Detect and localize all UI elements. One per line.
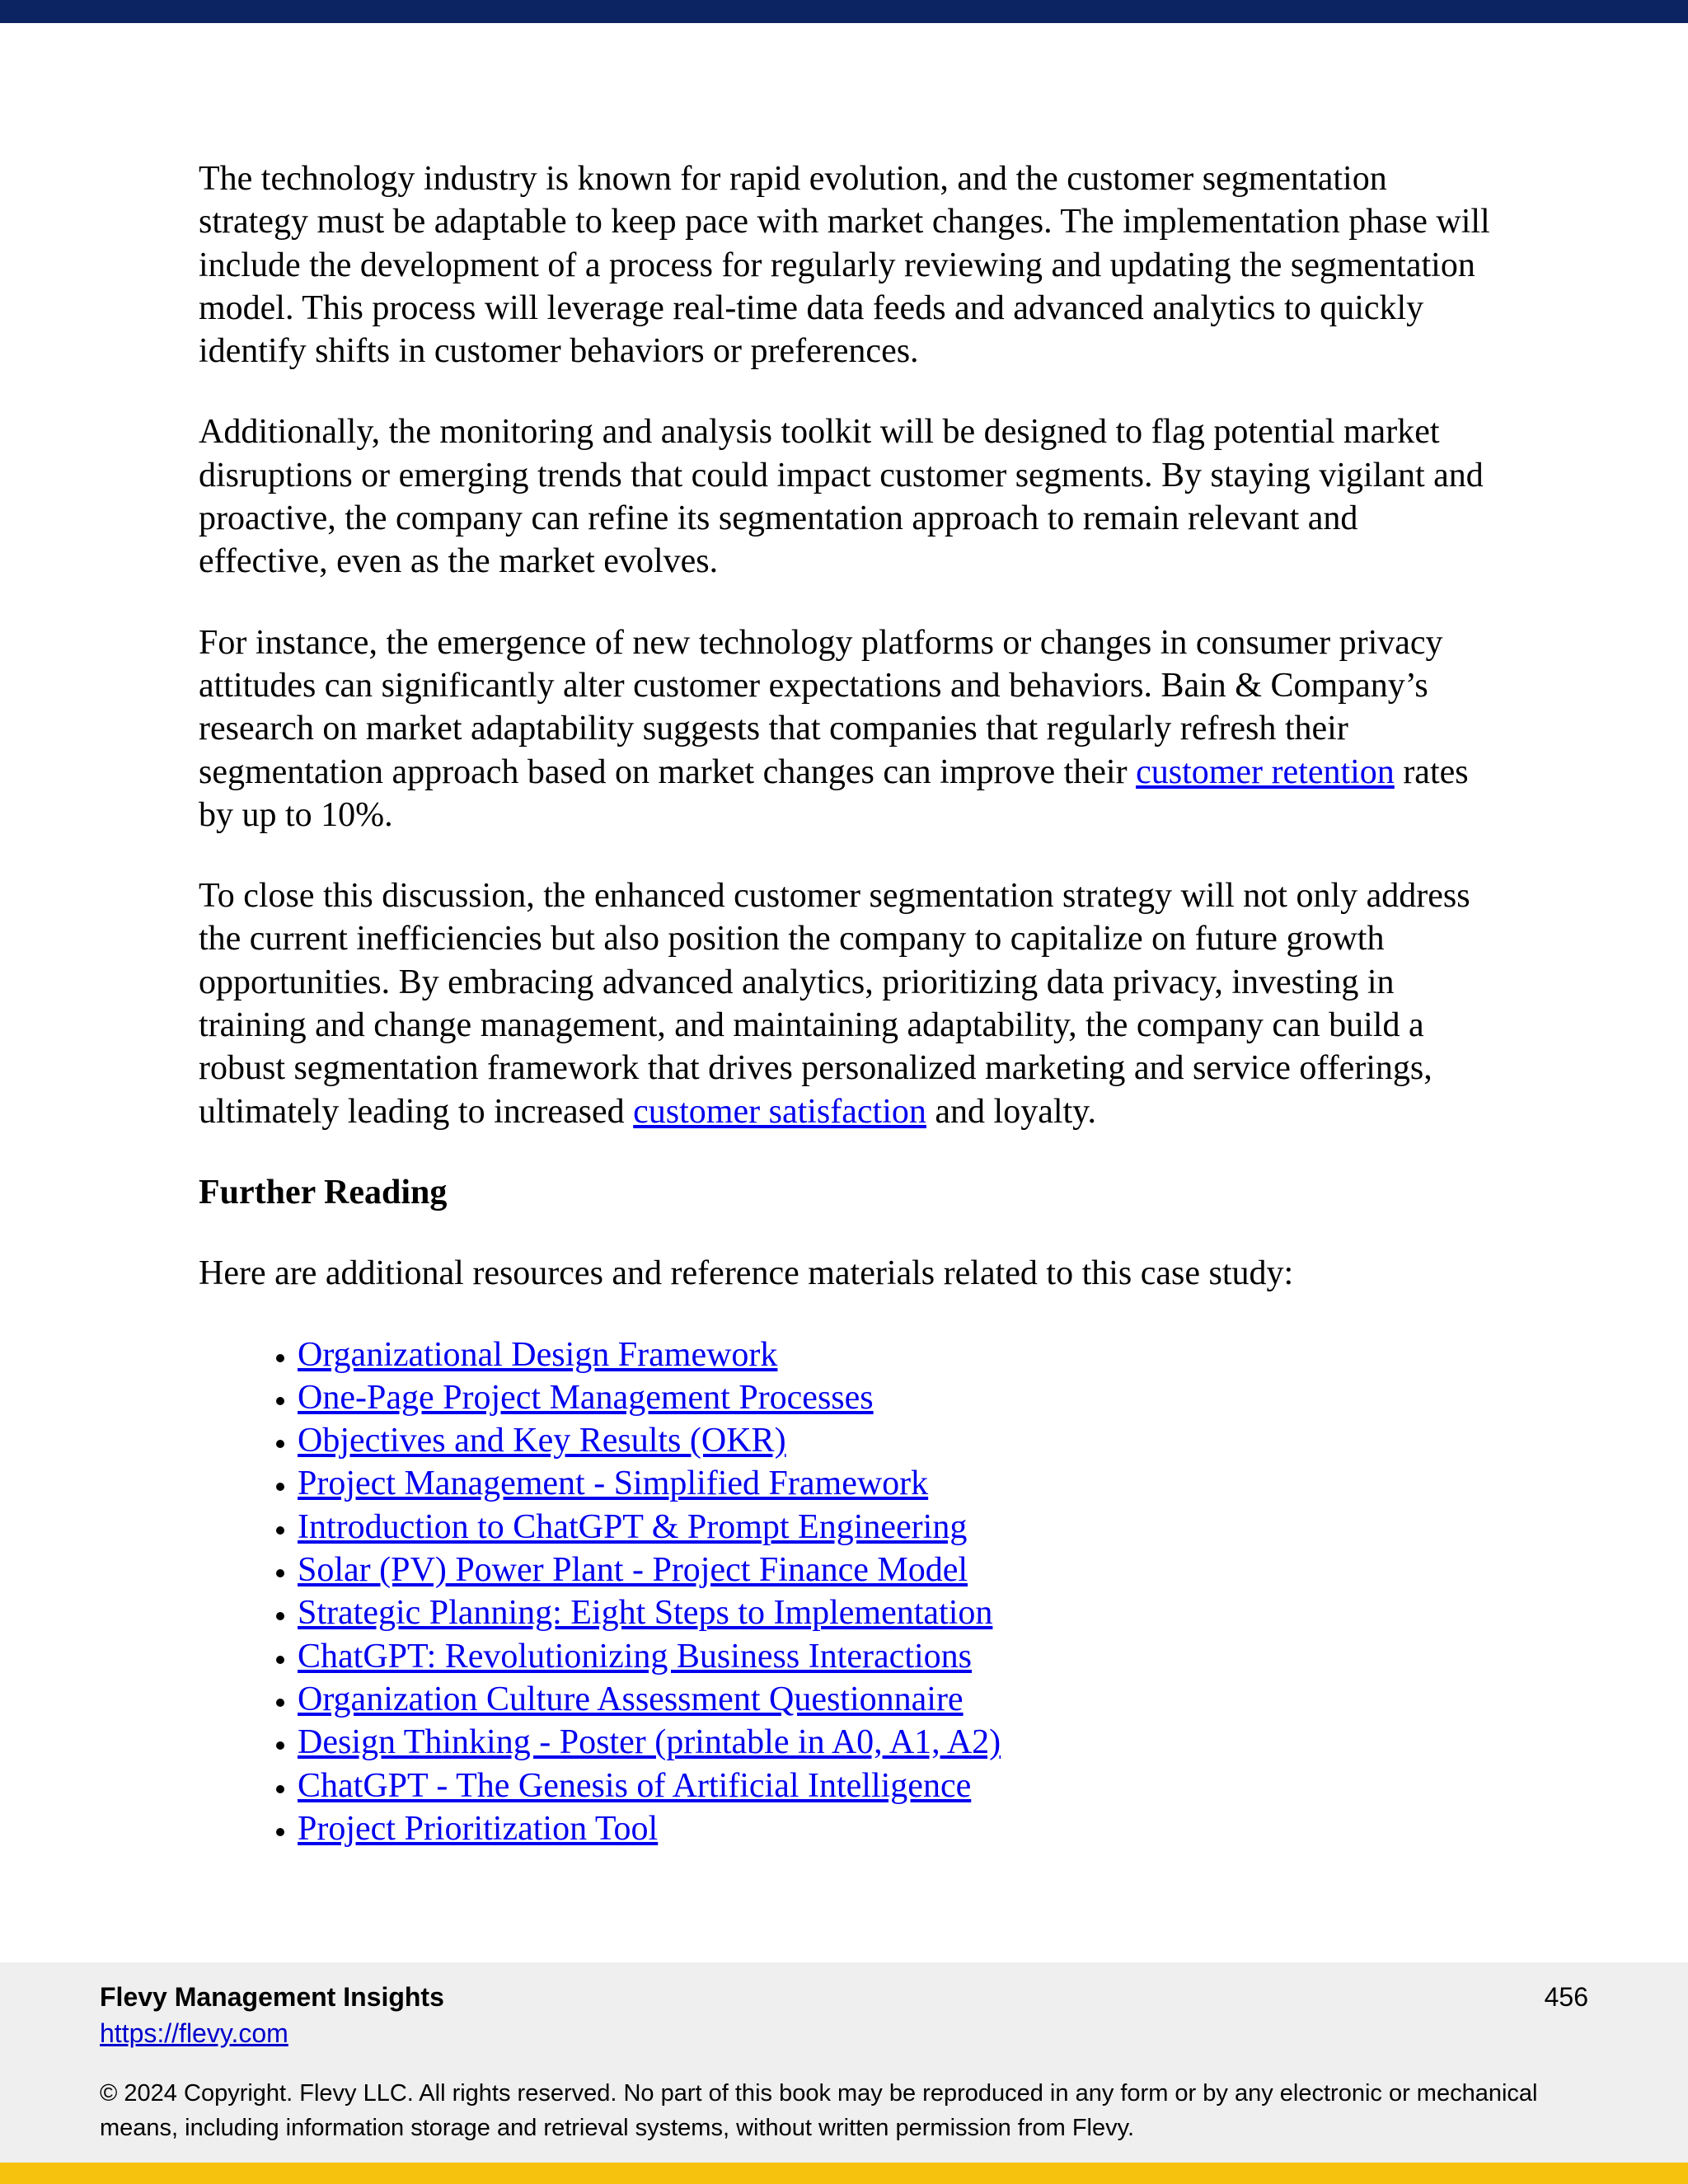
list-item [298,1635,1493,1678]
further-reading-intro: Here are additional resources and reference materials related to this case study: [199,1254,1294,1293]
footer-url-link[interactable]: https://flevy.com [100,2018,288,2048]
paragraph-text: For instance, the emergence of new technology platforms or changes in consumer privacy attitudes can significantly alter customer expectations and behaviors. Bain & Company’s research on market adaptability suggests that companies that regularly refresh their segmentation approach based on market changes can improve their [199,623,1443,791]
customer-retention-link[interactable]: customer retention [1136,752,1395,791]
paragraph-text: rates by up to 10%. [199,752,1469,834]
further-reading-list [199,1333,1493,1851]
page-number: 456 [1544,1982,1588,2012]
reading-link[interactable]: ChatGPT: Revolutionizing Business Interactions [298,1637,972,1675]
copyright-notice: © 2024 Copyright. Flevy LLC. All rights reserved. No part of this book may be reproduced in any form or by any electronic or mechanical means, including information storage and retrieval systems, without written permission from Flevy. [100,2080,1538,2141]
page-footer [0,1962,1688,2163]
list-item [298,1765,1493,1807]
list-item [298,1419,1493,1462]
footer-title: Flevy Management Insights [100,1982,444,2012]
list-item [298,1333,1493,1376]
reading-link[interactable]: Project Management - Simplified Framework [298,1465,929,1503]
paragraph: Additionally, the monitoring and analysis toolkit will be designed to flag potential market disruptions or emerging trends that could impact customer segments. By staying vigilant and proactive, the company can refine its segmentation approach to remain relevant and effective, even as the market evolves. [199,413,1484,581]
reading-link[interactable]: Solar (PV) Power Plant - Project Finance Model [298,1551,968,1590]
header-band [0,0,1688,23]
list-item [298,1462,1493,1505]
reading-link[interactable]: Organization Culture Assessment Questionnaire [298,1680,964,1718]
list-item [298,1591,1493,1634]
paragraph-text: To close this discussion, the enhanced customer segmentation strategy will not only address the current inefficiencies but also position the company to capitalize on future growth opportunities. By embracing advanced analytics, prioritizing data privacy, investing in training and change management, and maintaining adaptability, the company can build a robust segmentation framework that drives personalized marketing and service offerings, ultimately leading to increased [199,877,1470,1131]
list-item [298,1376,1493,1419]
reading-link[interactable]: Introduction to ChatGPT & Prompt Engineering [298,1507,968,1546]
customer-satisfaction-link[interactable]: customer satisfaction [633,1092,926,1131]
reading-link[interactable]: Organizational Design Framework [298,1335,778,1374]
paragraph [199,621,1493,837]
reading-link[interactable]: ChatGPT - The Genesis of Artificial Intelligence [298,1766,972,1805]
list-item [298,1549,1493,1591]
reading-link[interactable]: One-Page Project Management Processes [298,1378,874,1417]
reading-link[interactable]: Objectives and Key Results (OKR) [298,1422,786,1460]
list-item [298,1678,1493,1721]
footer-band [0,2163,1688,2184]
list-item [298,1807,1493,1850]
paragraph [199,874,1493,1133]
reading-link[interactable]: Strategic Planning: Eight Steps to Implementation [298,1594,993,1633]
page-content [199,157,1493,1850]
paragraph-text: and loyalty. [926,1092,1096,1131]
further-reading-heading: Further Reading [199,1173,448,1212]
paragraph: The technology industry is known for rapid evolution, and the customer segmentation strategy must be adaptable to keep pace with market changes. The implementation phase will include the development of a process for regularly reviewing and updating the segmentation model. This process will leverage real-time data feeds and advanced analytics to quickly identify shifts in customer behaviors or preferences. [199,160,1490,371]
list-item [298,1506,1493,1549]
reading-link[interactable]: Design Thinking - Poster (printable in A0, A1, A2) [298,1723,1001,1762]
reading-link[interactable]: Project Prioritization Tool [298,1809,659,1848]
list-item [298,1721,1493,1764]
